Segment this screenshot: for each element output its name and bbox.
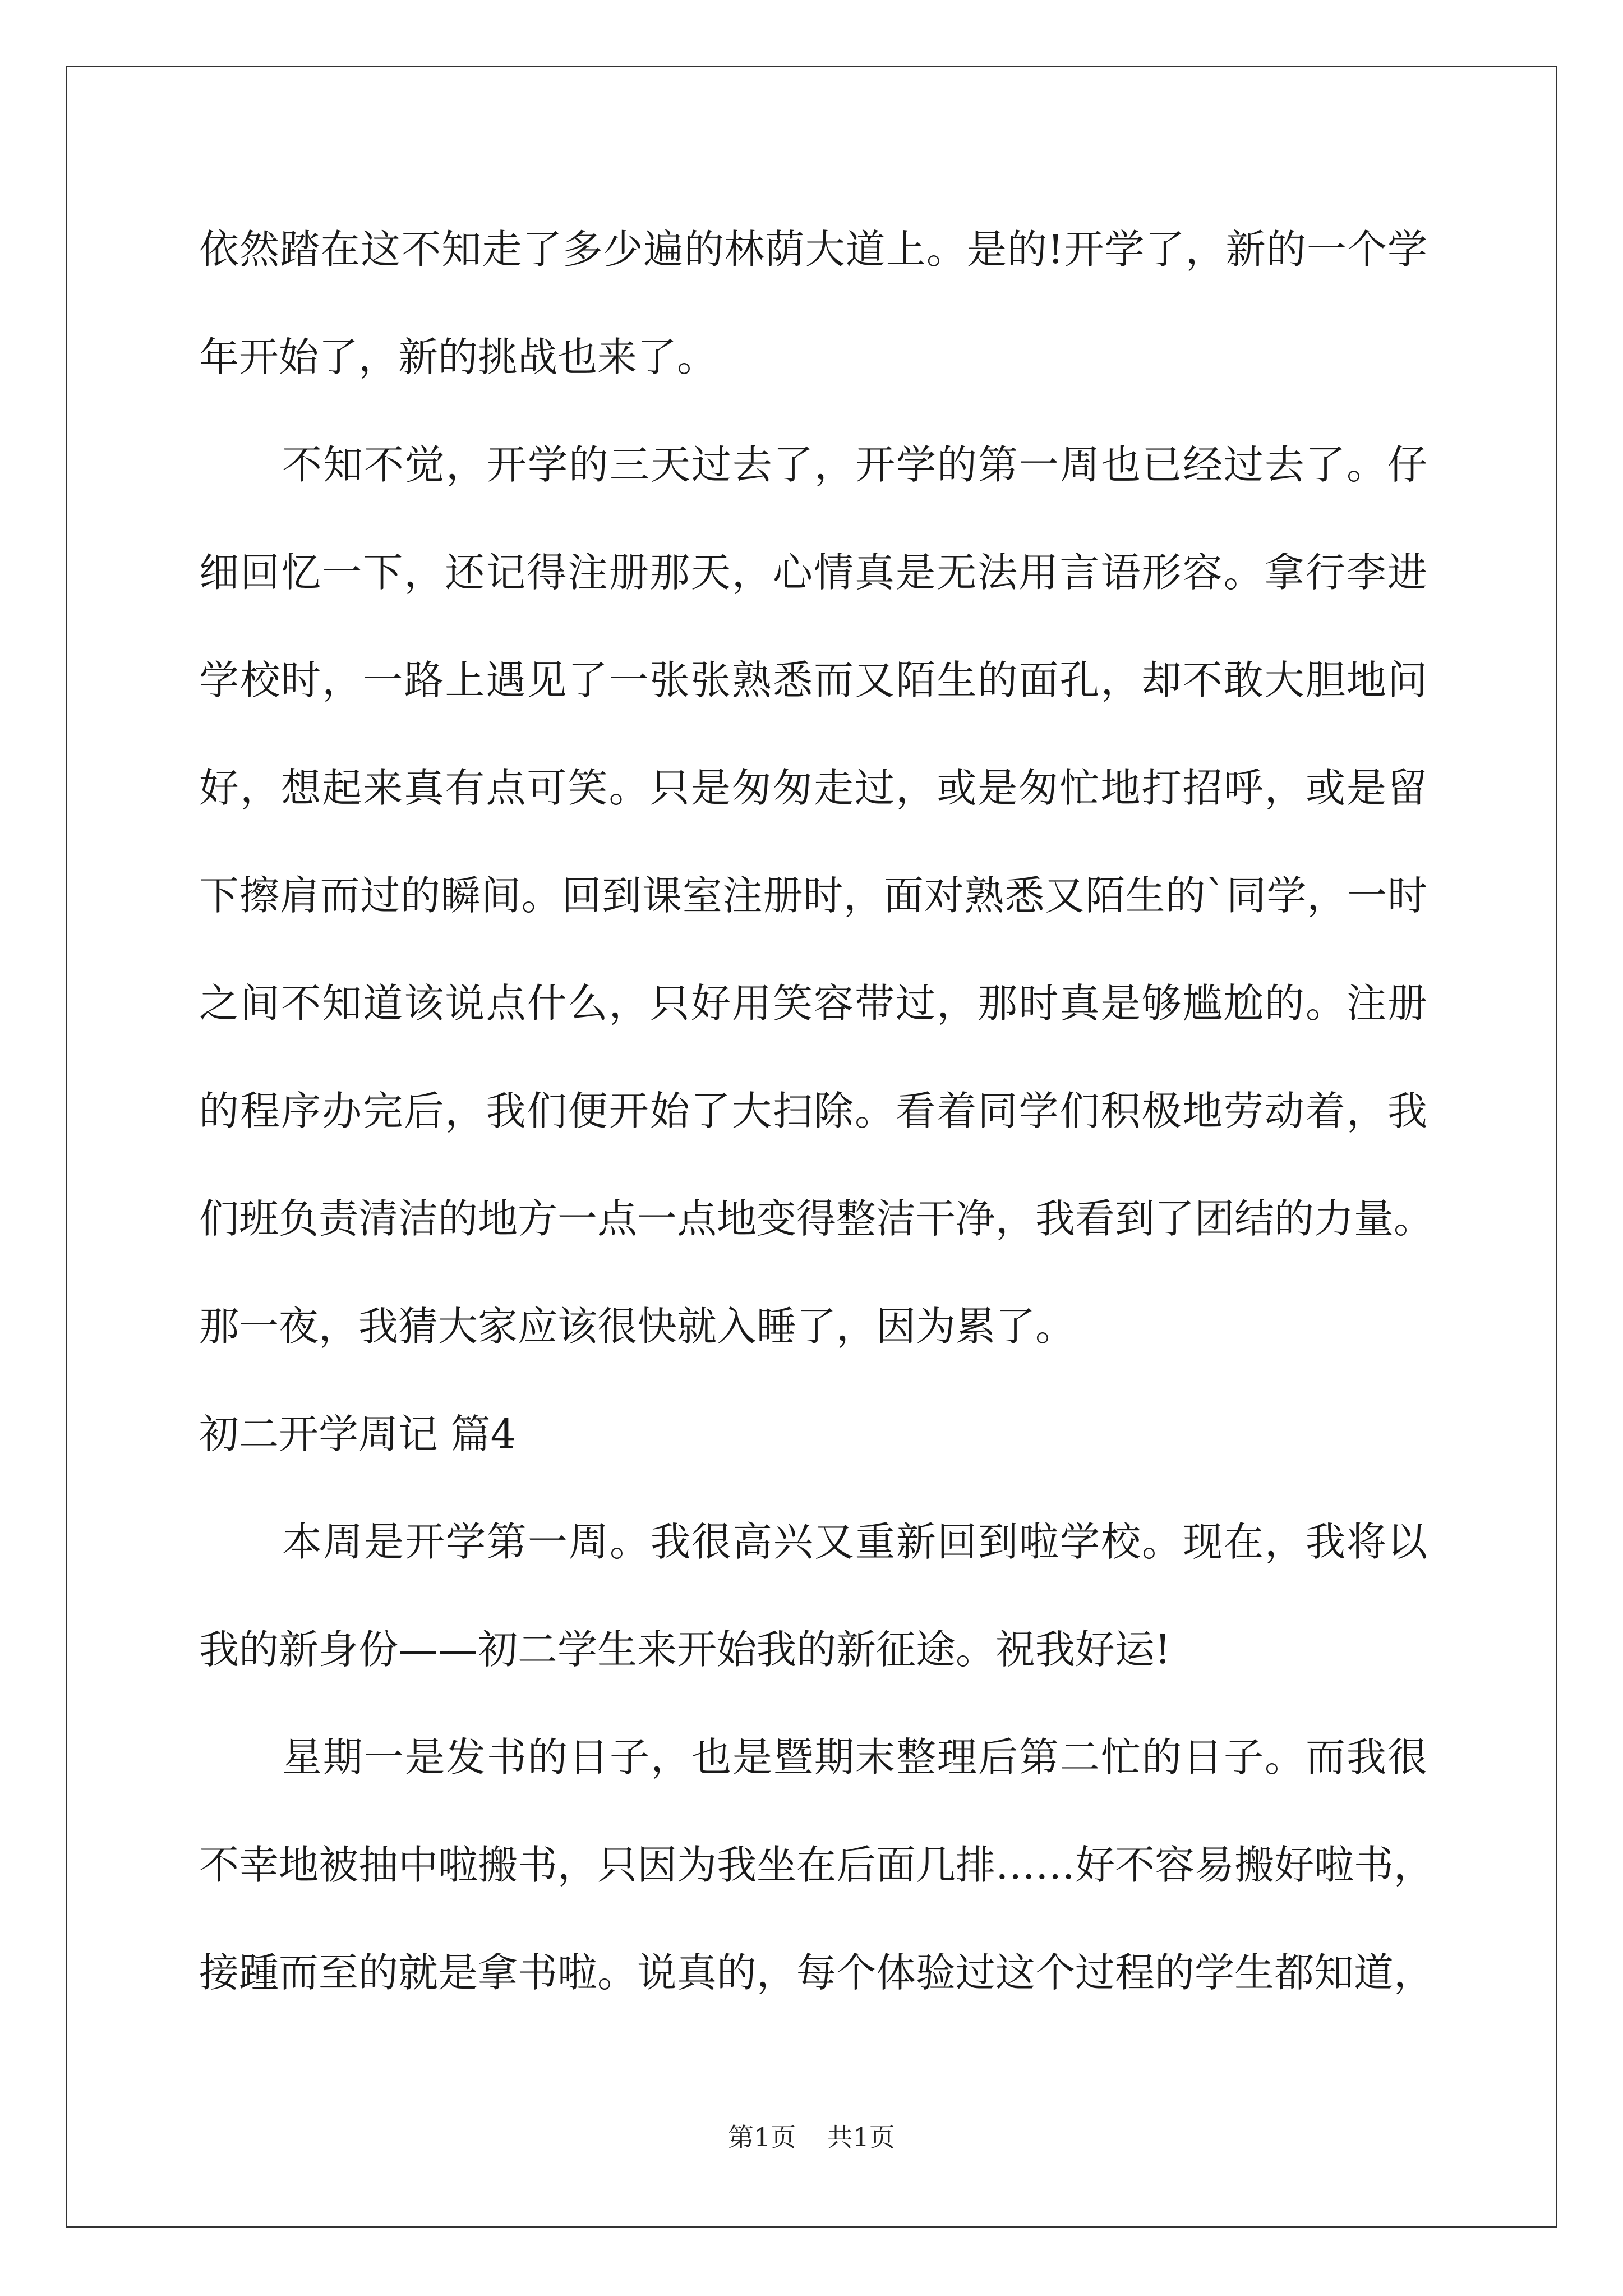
text-line: 我的新身份——初二学生来开始我的新征途。祝我好运!	[199, 1626, 1171, 1673]
text-line: 本周是开学第一周。我很高兴又重新回到啦学校。现在，我将以	[282, 1519, 1427, 1565]
page-footer	[0, 2120, 1623, 2154]
text-line: 依然踏在这不知走了多少遍的林荫大道上。是的!开学了，新的一个学	[199, 226, 1427, 273]
text-line: 不知不觉，开学的三天过去了，开学的第一周也已经过去了。仔	[282, 441, 1427, 488]
text-line: 那一夜，我猜大家应该很快就入睡了，因为累了。	[199, 1303, 1076, 1350]
page-total: 共1页	[827, 2122, 895, 2152]
text-line: 年开始了，新的挑战也来了。	[199, 334, 717, 380]
page-number: 第1页	[728, 2122, 796, 2152]
text-line: 的程序办完后，我们便开始了大扫除。看着同学们积极地劳动着，我	[199, 1088, 1427, 1134]
text-line: 好，想起来真有点可笑。只是匆匆走过，或是匆忙地打招呼，或是留	[199, 765, 1427, 811]
text-line: 之间不知道该说点什么，只好用笑容带过，那时真是够尴尬的。注册	[199, 980, 1427, 1027]
text-line: 不幸地被抽中啦搬书，只因为我坐在后面几排……好不容易搬好啦书，	[199, 1842, 1434, 1888]
text-line: 学校时，一路上遇见了一张张熟悉而又陌生的面孔，却不敢大胆地问	[199, 657, 1427, 703]
text-line: 下擦肩而过的瞬间。回到课室注册时，面对熟悉又陌生的`同学，一时	[199, 872, 1427, 919]
text-line: 星期一是发书的日子，也是暨期末整理后第二忙的日子。而我很	[282, 1734, 1427, 1780]
text-line: 接踵而至的就是拿书啦。说真的，每个体验过这个过程的学生都知道，	[199, 1949, 1434, 1996]
text-line: 们班负责清洁的地方一点一点地变得整洁干净，我看到了团结的力量。	[199, 1195, 1434, 1242]
text-line: 细回忆一下，还记得注册那天，心情真是无法用言语形容。拿行李进	[199, 549, 1427, 596]
document-body	[199, 216, 1434, 2047]
section-heading: 初二开学周记 篇4	[199, 1411, 516, 1457]
